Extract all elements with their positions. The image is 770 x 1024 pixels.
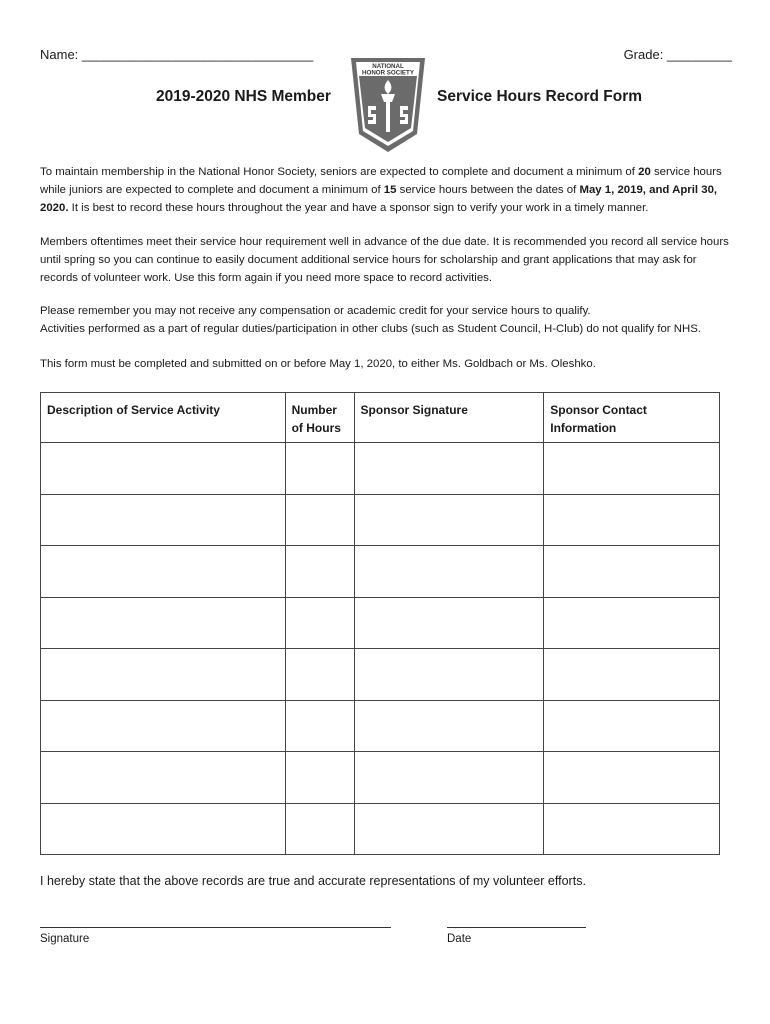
col-description-header: Description of Service Activity [41, 393, 286, 443]
form-title-right: Service Hours Record Form [437, 88, 643, 105]
signature-cell[interactable] [354, 494, 544, 546]
description-cell[interactable] [41, 546, 286, 598]
signature-cell[interactable] [354, 752, 544, 804]
table-row [41, 546, 720, 598]
table-row [41, 494, 720, 546]
contact-cell[interactable] [544, 597, 720, 649]
grade-field[interactable]: Grade: _________ [623, 47, 732, 62]
col-hours-header: Number of Hours [285, 393, 354, 443]
table-row [41, 803, 720, 855]
name-field[interactable]: Name: ________________________________ [40, 47, 314, 62]
hours-cell[interactable] [285, 597, 354, 649]
contact-cell[interactable] [544, 752, 720, 804]
contact-cell[interactable] [544, 803, 720, 855]
signature-cell[interactable] [354, 649, 544, 701]
deadline-note: This form must be completed and submitted on or before May 1, 2020, to either Ms. Goldbach or Ms. Oleshko. [40, 358, 596, 370]
hours-cell[interactable] [285, 803, 354, 855]
date-label: Date [447, 933, 472, 945]
table-row [41, 700, 720, 752]
table-row [41, 443, 720, 495]
table-row [41, 597, 720, 649]
service-hours-table [40, 392, 720, 855]
hours-cell[interactable] [285, 752, 354, 804]
description-cell[interactable] [41, 649, 286, 701]
table-header-row [41, 393, 720, 443]
contact-cell[interactable] [544, 494, 720, 546]
nhs-logo-icon [349, 54, 427, 154]
intro-paragraph-2: Members oftentimes meet their service hour requirement well in advance of the due date. It is recommended you record all service hours until spring so you can continue to easily document additional service hours for scholarship and grant applications that may ask for records of volunteer work. Use this form again if you need more space to record activities. [40, 236, 729, 284]
description-cell[interactable] [41, 752, 286, 804]
form-title-left: 2019-2020 NHS Member [156, 88, 331, 105]
description-cell[interactable] [41, 443, 286, 495]
hours-cell[interactable] [285, 700, 354, 752]
contact-cell[interactable] [544, 546, 720, 598]
description-cell[interactable] [41, 803, 286, 855]
signature-cell[interactable] [354, 546, 544, 598]
contact-cell[interactable] [544, 700, 720, 752]
intro-paragraph-1: To maintain membership in the National Honor Society, seniors are expected to complete and document a minimum of 20 service hours while juniors are expected to complete and document a minimum of 15 service hours between the dates of May 1, 2019, and April 30, 2020. It is best to record these hours throughout the year and have a sponsor sign to verify your work in a timely manner. [40, 166, 722, 214]
intro-paragraph-3 [40, 302, 734, 338]
signature-label: Signature [40, 933, 90, 945]
table-row [41, 649, 720, 701]
hours-cell[interactable] [285, 494, 354, 546]
certification-statement: I hereby state that the above records are true and accurate representations of my volunteer efforts. [40, 874, 586, 888]
logo-text-line2: HONOR SOCIETY [362, 69, 414, 77]
hours-cell[interactable] [285, 649, 354, 701]
logo-text-line1: NATIONAL [372, 63, 404, 70]
signature-line[interactable] [40, 927, 391, 928]
date-line[interactable] [447, 927, 586, 928]
description-cell[interactable] [41, 700, 286, 752]
hours-cell[interactable] [285, 443, 354, 495]
description-cell[interactable] [41, 597, 286, 649]
qualification-note: Please remember you may not receive any compensation or academic credit for your service hours to qualify. [40, 305, 591, 317]
signature-cell[interactable] [354, 700, 544, 752]
signature-cell[interactable] [354, 597, 544, 649]
exclusion-note: Activities performed as a part of regular duties/participation in other clubs (such as Student Council, H-Club) do not qualify for NHS. [40, 323, 701, 335]
col-contact-header: Sponsor Contact Information [544, 393, 720, 443]
signature-cell[interactable] [354, 803, 544, 855]
col-signature-header: Sponsor Signature [354, 393, 544, 443]
hours-cell[interactable] [285, 546, 354, 598]
table-row [41, 752, 720, 804]
contact-cell[interactable] [544, 443, 720, 495]
contact-cell[interactable] [544, 649, 720, 701]
signature-cell[interactable] [354, 443, 544, 495]
description-cell[interactable] [41, 494, 286, 546]
